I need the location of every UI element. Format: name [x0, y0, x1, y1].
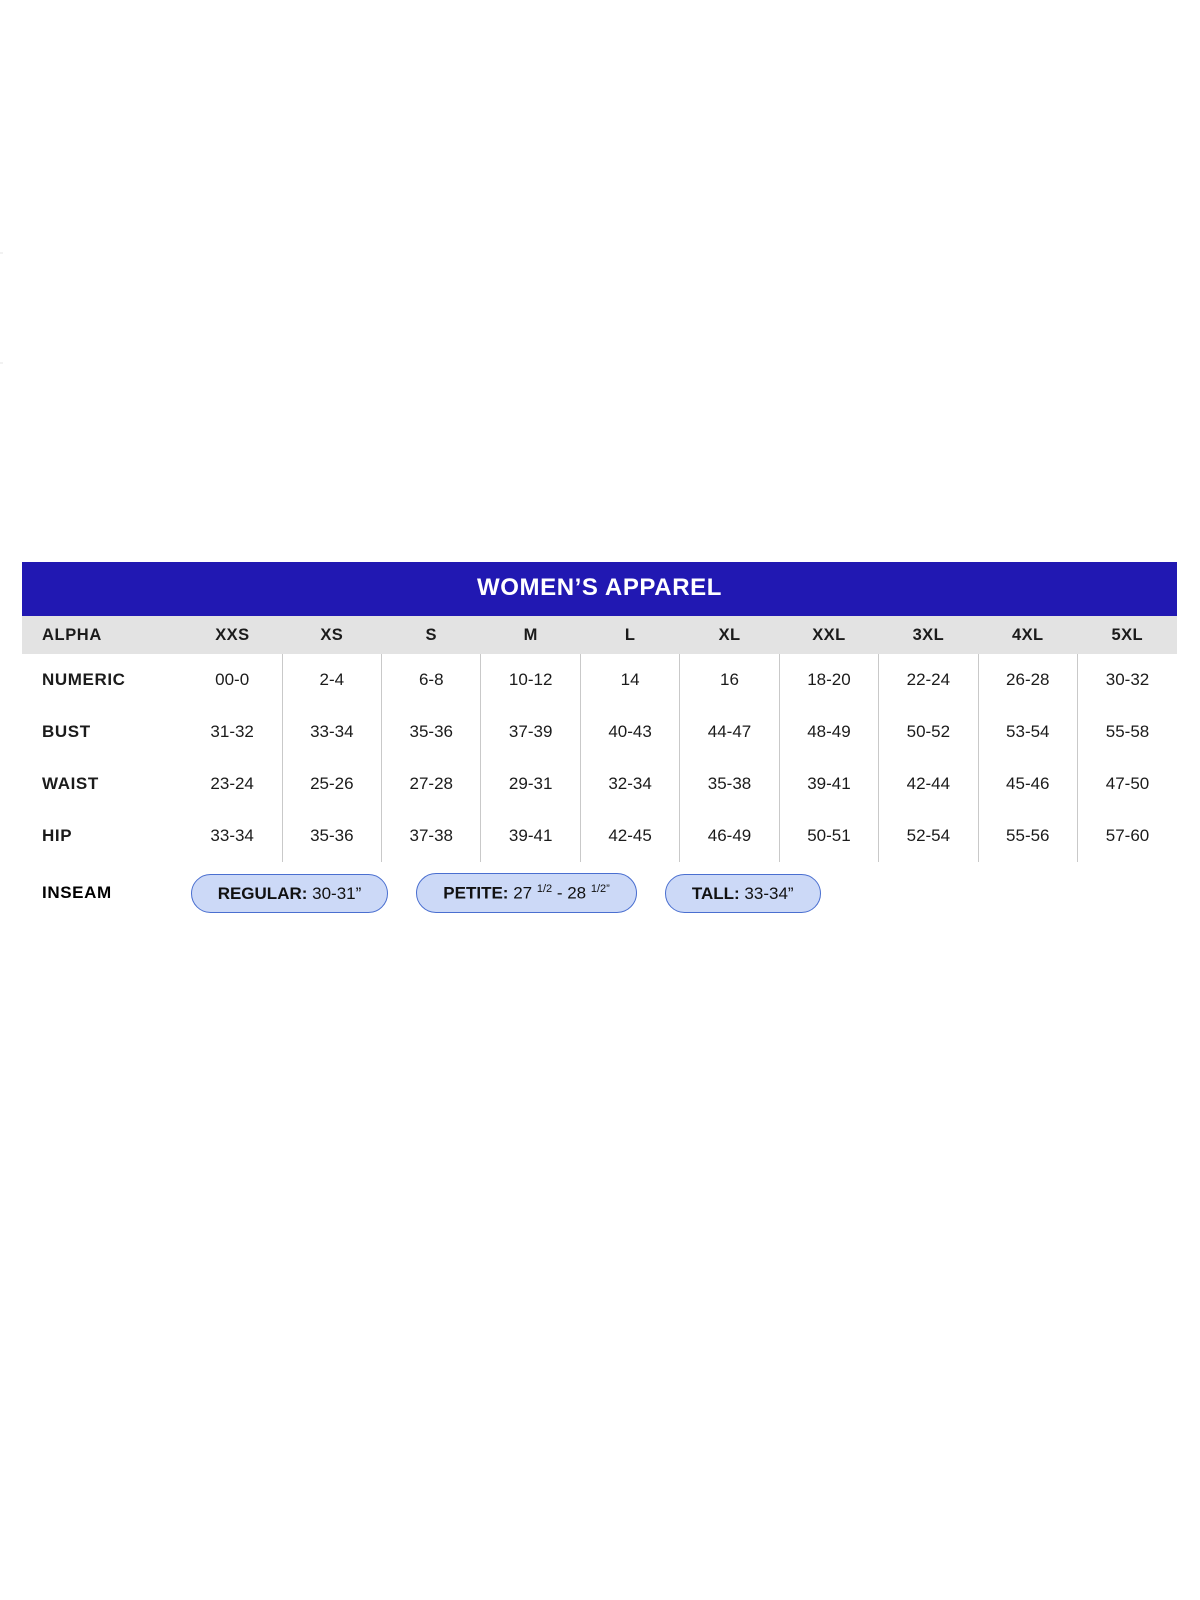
column-header-l: L	[624, 625, 636, 644]
table-row	[22, 654, 1177, 706]
cell-numeric-3xl: 22-24	[879, 654, 978, 706]
cell-hip-l: 42-45	[580, 810, 679, 862]
column-header-alpha: ALPHA	[42, 625, 102, 644]
cell-numeric-xs: 2-4	[282, 654, 381, 706]
inseam-petite-frac2: 1/2”	[590, 883, 610, 896]
cell-numeric-l: 14	[580, 654, 679, 706]
cell-bust-m: 37-39	[481, 706, 580, 758]
cell-numeric-xxl: 18-20	[779, 654, 878, 706]
edge-mark-top	[0, 252, 3, 254]
cell-waist-xxl: 39-41	[779, 758, 878, 810]
edge-mark-bottom	[0, 362, 3, 364]
cell-hip-xl: 46-49	[680, 810, 779, 862]
inseam-row	[22, 862, 1177, 924]
cell-hip-xxs: 33-34	[210, 826, 254, 845]
inseam-pill-tall[interactable]	[665, 874, 821, 913]
cell-hip-xs: 35-36	[282, 810, 381, 862]
row-label-bust: BUST	[42, 722, 91, 741]
cell-waist-s: 27-28	[382, 758, 481, 810]
column-header-4xl: 4XL	[1012, 625, 1044, 644]
inseam-tall-label: TALL:	[691, 883, 740, 903]
cell-numeric-5xl: 30-32	[1077, 654, 1177, 706]
cell-hip-m: 39-41	[481, 810, 580, 862]
table-row	[22, 758, 1177, 810]
cell-bust-l: 40-43	[580, 706, 679, 758]
cell-bust-4xl: 53-54	[978, 706, 1077, 758]
cell-waist-3xl: 42-44	[879, 758, 978, 810]
cell-waist-l: 32-34	[580, 758, 679, 810]
cell-hip-3xl: 52-54	[879, 810, 978, 862]
column-header-s: S	[425, 625, 437, 644]
page-title: WOMEN’S APPAREL	[22, 562, 1177, 616]
inseam-pill-regular[interactable]	[191, 874, 389, 913]
cell-waist-m: 29-31	[481, 758, 580, 810]
size-table	[22, 616, 1177, 924]
inseam-options-cell	[183, 862, 1177, 924]
cell-bust-3xl: 50-52	[879, 706, 978, 758]
column-header-xxl: XXL	[812, 625, 846, 644]
table-row	[22, 706, 1177, 758]
cell-waist-4xl: 45-46	[978, 758, 1077, 810]
table-row	[22, 810, 1177, 862]
inseam-regular-value: 30-31”	[312, 883, 362, 903]
inseam-petite-mid: - 28	[552, 883, 591, 903]
cell-bust-xl: 44-47	[680, 706, 779, 758]
column-header-m: M	[523, 625, 538, 644]
inseam-regular-label: REGULAR:	[217, 883, 308, 903]
cell-hip-xxl: 50-51	[779, 810, 878, 862]
inseam-pill-petite[interactable]	[416, 873, 637, 913]
cell-numeric-xl: 16	[680, 654, 779, 706]
cell-waist-xs: 25-26	[282, 758, 381, 810]
cell-waist-xl: 35-38	[680, 758, 779, 810]
inseam-pill-group	[183, 873, 1177, 913]
cell-bust-s: 35-36	[382, 706, 481, 758]
column-header-xl: XL	[718, 625, 741, 644]
cell-bust-5xl: 55-58	[1077, 706, 1177, 758]
inseam-petite-label: PETITE:	[443, 883, 509, 903]
cell-hip-s: 37-38	[382, 810, 481, 862]
row-label-waist: WAIST	[42, 774, 99, 793]
table-header-row	[22, 616, 1177, 654]
inseam-petite-value-prefix: 27	[513, 883, 537, 903]
cell-numeric-s: 6-8	[382, 654, 481, 706]
cell-bust-xs: 33-34	[282, 706, 381, 758]
column-header-3xl: 3XL	[912, 625, 945, 644]
row-label-hip: HIP	[42, 826, 73, 845]
cell-numeric-xxs: 00-0	[215, 670, 250, 689]
row-label-inseam: INSEAM	[42, 883, 112, 902]
cell-waist-xxs: 23-24	[210, 774, 254, 793]
cell-waist-5xl: 47-50	[1077, 758, 1177, 810]
row-label-numeric: NUMERIC	[42, 670, 126, 689]
inseam-tall-value: 33-34”	[744, 883, 794, 903]
column-header-xxs: XXS	[215, 625, 250, 644]
cell-bust-xxs: 31-32	[210, 722, 254, 741]
size-chart	[22, 562, 1177, 924]
cell-hip-5xl: 57-60	[1077, 810, 1177, 862]
column-header-5xl: 5XL	[1111, 625, 1143, 644]
cell-hip-4xl: 55-56	[978, 810, 1077, 862]
inseam-petite-frac1: 1/2	[536, 883, 553, 896]
cell-numeric-4xl: 26-28	[978, 654, 1077, 706]
cell-numeric-m: 10-12	[481, 654, 580, 706]
cell-bust-xxl: 48-49	[779, 706, 878, 758]
column-header-xs: XS	[320, 625, 344, 644]
